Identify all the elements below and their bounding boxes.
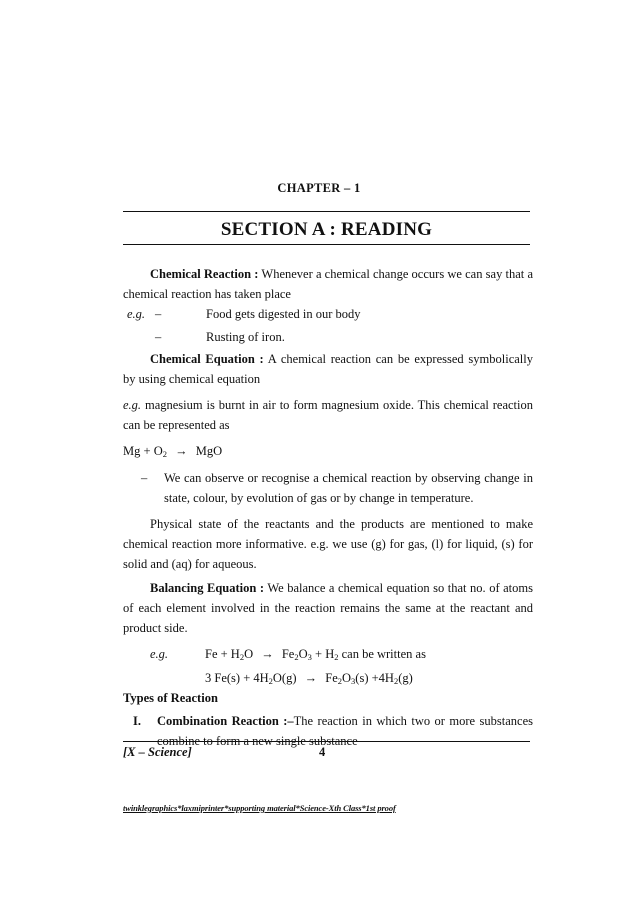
bullet-dash: – — [141, 471, 148, 485]
section-title: SECTION A : READING — [220, 219, 433, 240]
chapter-heading: CHAPTER – 1 — [277, 181, 361, 195]
eq-subscript: 2 — [268, 676, 273, 686]
page-number: 4 — [319, 745, 326, 759]
reaction-arrow: → — [261, 647, 274, 661]
eq-reactant-o: O — [153, 444, 163, 458]
eq-part: + H — [311, 647, 335, 661]
eq-part: can be written as — [338, 647, 426, 661]
eq-part: O — [298, 647, 308, 661]
eq-subscript: 2 — [239, 652, 245, 662]
chemical-equation-para — [123, 349, 533, 389]
balancing-equation-term: Balancing Equation : — [150, 581, 265, 595]
combination-reaction-text: The reaction in which two or more substances combine to form a new single substance — [157, 714, 533, 748]
example-row-2 — [123, 327, 533, 347]
observe-point-text: We can observe or recognise a chemical reaction by observing change in state, colour, by evolution of gas or by change in temperature. — [164, 471, 533, 505]
eq-part: (g) — [398, 671, 413, 685]
types-of-reaction-heading: Types of Reaction — [123, 691, 218, 705]
example-item: Rusting of iron. — [206, 330, 285, 344]
chemical-equation-term: Chemical Equation : — [150, 352, 264, 366]
chemical-reaction-para — [123, 264, 533, 304]
balancing-equation-para — [123, 578, 533, 638]
footer-rule — [123, 741, 530, 742]
eq-part: Fe + H — [205, 647, 240, 661]
example-label: e.g. — [127, 307, 146, 321]
chemical-equation-text: A chemical reaction can be expressed symbolically by using chemical equation — [123, 352, 533, 386]
eq-part: O — [342, 671, 352, 685]
example-dash: – — [155, 307, 162, 321]
eg-label: e.g. — [123, 398, 142, 412]
eq-subscript: 2 — [393, 676, 399, 686]
combination-reaction-term: Combination Reaction :– — [157, 714, 294, 728]
eq-part: O(g) — [272, 671, 297, 685]
roman-numeral: I. — [133, 714, 141, 728]
section-rule — [123, 244, 530, 245]
balancing-equation-text: We balance a chemical equation so that no. of atoms of each element involved in the reaction remains the same at the reactant and product side. — [123, 581, 533, 635]
eq-subscript: 2 — [337, 676, 343, 686]
physical-state-para: Physical state of the reactants and the products are mentioned to make chemical reaction more informative. e.g. we use (g) for gas, (l) for liquid, (s) for solid and (aq) for aqueous. — [123, 517, 533, 571]
proof-line: twinklegraphics*laxmiprinter*supporting material*Science-Xth Class*1st proof — [123, 803, 396, 813]
magnesium-example — [123, 395, 533, 435]
example-dash: – — [155, 330, 162, 344]
main-content — [123, 264, 533, 751]
chemical-reaction-text: Whenever a chemical change occurs we can say that a chemical reaction has taken place — [123, 267, 533, 301]
observe-point — [141, 468, 533, 508]
balancing-equation-line-1 — [150, 644, 533, 664]
magnesium-equation — [123, 441, 533, 461]
eq-subscript: 2 — [334, 652, 339, 662]
balancing-equation-line-2 — [205, 668, 533, 688]
eq-part: (s) +4H — [355, 671, 394, 685]
eq-product-mgo: MgO — [195, 444, 223, 458]
magnesium-example-text: magnesium is burnt in air to form magnesium oxide. This chemical reaction can be represented as — [123, 398, 534, 432]
chemical-reaction-term: Chemical Reaction : — [150, 267, 259, 281]
eq-subscript: 3 — [307, 652, 312, 662]
footer-class-subject: [X – Science] — [123, 745, 192, 759]
eq-part: 3 Fe(s) + 4H — [205, 671, 269, 685]
eq-part: Fe — [325, 671, 338, 685]
eq-subscript: 2 — [294, 652, 299, 662]
eq-subscript: 2 — [162, 449, 167, 459]
reaction-arrow: → — [304, 671, 318, 685]
top-rule — [123, 211, 530, 212]
eq-subscript: 3 — [351, 676, 356, 686]
eq-part: Fe — [281, 647, 295, 661]
example-item: Food gets digested in our body — [206, 307, 361, 321]
reaction-arrow: → — [175, 444, 188, 458]
eg-label: e.g. — [150, 647, 169, 661]
eq-plus: + — [143, 444, 151, 458]
eq-reactant-mg: Mg — [123, 444, 141, 458]
eq-part: O — [244, 647, 254, 661]
example-row-1 — [123, 304, 533, 324]
